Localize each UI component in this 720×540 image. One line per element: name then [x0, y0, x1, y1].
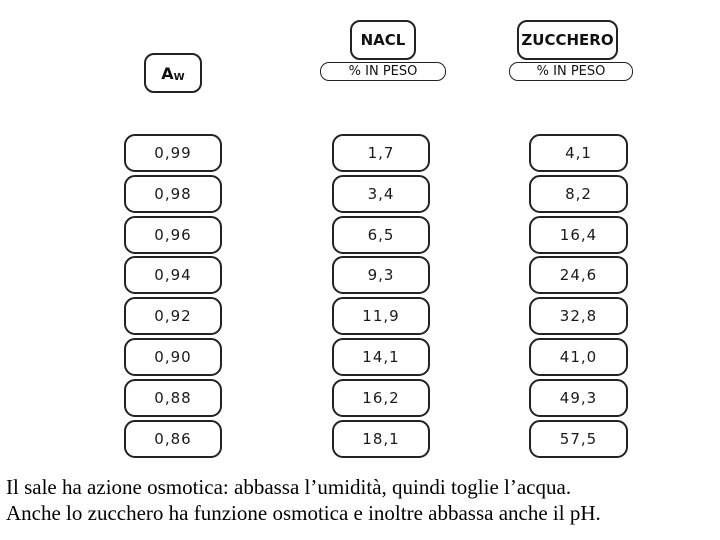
- nacl-cell: [332, 379, 430, 417]
- nacl-cell: [332, 256, 430, 294]
- nacl-cell: [332, 297, 430, 335]
- aw-cell: [124, 175, 222, 213]
- aw-header-main: A: [161, 63, 174, 83]
- zucchero-value: 16,4: [559, 226, 598, 244]
- caption: [6, 474, 720, 526]
- zucchero-cell: [529, 297, 628, 335]
- nacl-value: 16,2: [362, 389, 400, 407]
- zucchero-cell: [529, 216, 628, 254]
- caption-line-2: Anche lo zucchero ha funzione osmotica e inoltre abbassa anche il pH.: [6, 501, 601, 525]
- aw-header-sub: W: [173, 71, 185, 83]
- nacl-header: [350, 20, 416, 60]
- zucchero-value: 57,5: [559, 430, 598, 448]
- zucchero-value: 4,1: [565, 144, 592, 162]
- aw-cell: [124, 297, 222, 335]
- nacl-cell: [332, 420, 430, 458]
- aw-value: 0,96: [154, 226, 192, 244]
- nacl-value: 11,9: [362, 307, 400, 325]
- aw-value: 0,86: [154, 430, 192, 448]
- zucchero-cell: [529, 420, 628, 458]
- aw-value: 0,88: [154, 389, 192, 407]
- zucchero-cell: [529, 338, 628, 376]
- nacl-value: 9,3: [367, 266, 395, 284]
- zucchero-cell: [529, 256, 628, 294]
- nacl-value: 14,1: [362, 348, 400, 366]
- nacl-unit-label: % IN PESO: [348, 64, 418, 79]
- nacl-cell: [332, 216, 430, 254]
- aw-header: [144, 53, 202, 93]
- nacl-value: 3,4: [367, 185, 395, 203]
- aw-cell: [124, 216, 222, 254]
- zucchero-unit-label: % IN PESO: [536, 64, 606, 79]
- nacl-cell: [332, 134, 430, 172]
- aw-cell: [124, 256, 222, 294]
- aw-cell: [124, 134, 222, 172]
- aw-value: 0,98: [154, 185, 192, 203]
- aw-value: 0,94: [154, 266, 192, 284]
- caption-line-1: Il sale ha azione osmotica: abbassa l’umidità, quindi toglie l’acqua.: [6, 475, 572, 499]
- nacl-header-label: NACL: [360, 31, 406, 49]
- zucchero-unit-pill: [509, 62, 633, 81]
- zucchero-value: 24,6: [559, 266, 598, 284]
- aw-value: 0,92: [154, 307, 192, 325]
- aw-cell: [124, 338, 222, 376]
- zucchero-value: 32,8: [559, 307, 598, 325]
- zucchero-value: 49,3: [559, 389, 598, 407]
- zucchero-cell: [529, 175, 628, 213]
- zucchero-header-label: ZUCCHERO: [521, 31, 614, 49]
- zucchero-header: [517, 20, 618, 60]
- aw-value: 0,99: [154, 144, 192, 162]
- zucchero-cell: [529, 379, 628, 417]
- nacl-value: 6,5: [367, 226, 395, 244]
- nacl-cell: [332, 175, 430, 213]
- aw-cell: [124, 420, 222, 458]
- nacl-value: 18,1: [362, 430, 400, 448]
- zucchero-cell: [529, 134, 628, 172]
- zucchero-value: 41,0: [559, 348, 598, 366]
- nacl-unit-pill: [320, 62, 446, 81]
- nacl-value: 1,7: [367, 144, 395, 162]
- aw-cell: [124, 379, 222, 417]
- aw-value: 0,90: [154, 348, 192, 366]
- nacl-cell: [332, 338, 430, 376]
- zucchero-value: 8,2: [565, 185, 592, 203]
